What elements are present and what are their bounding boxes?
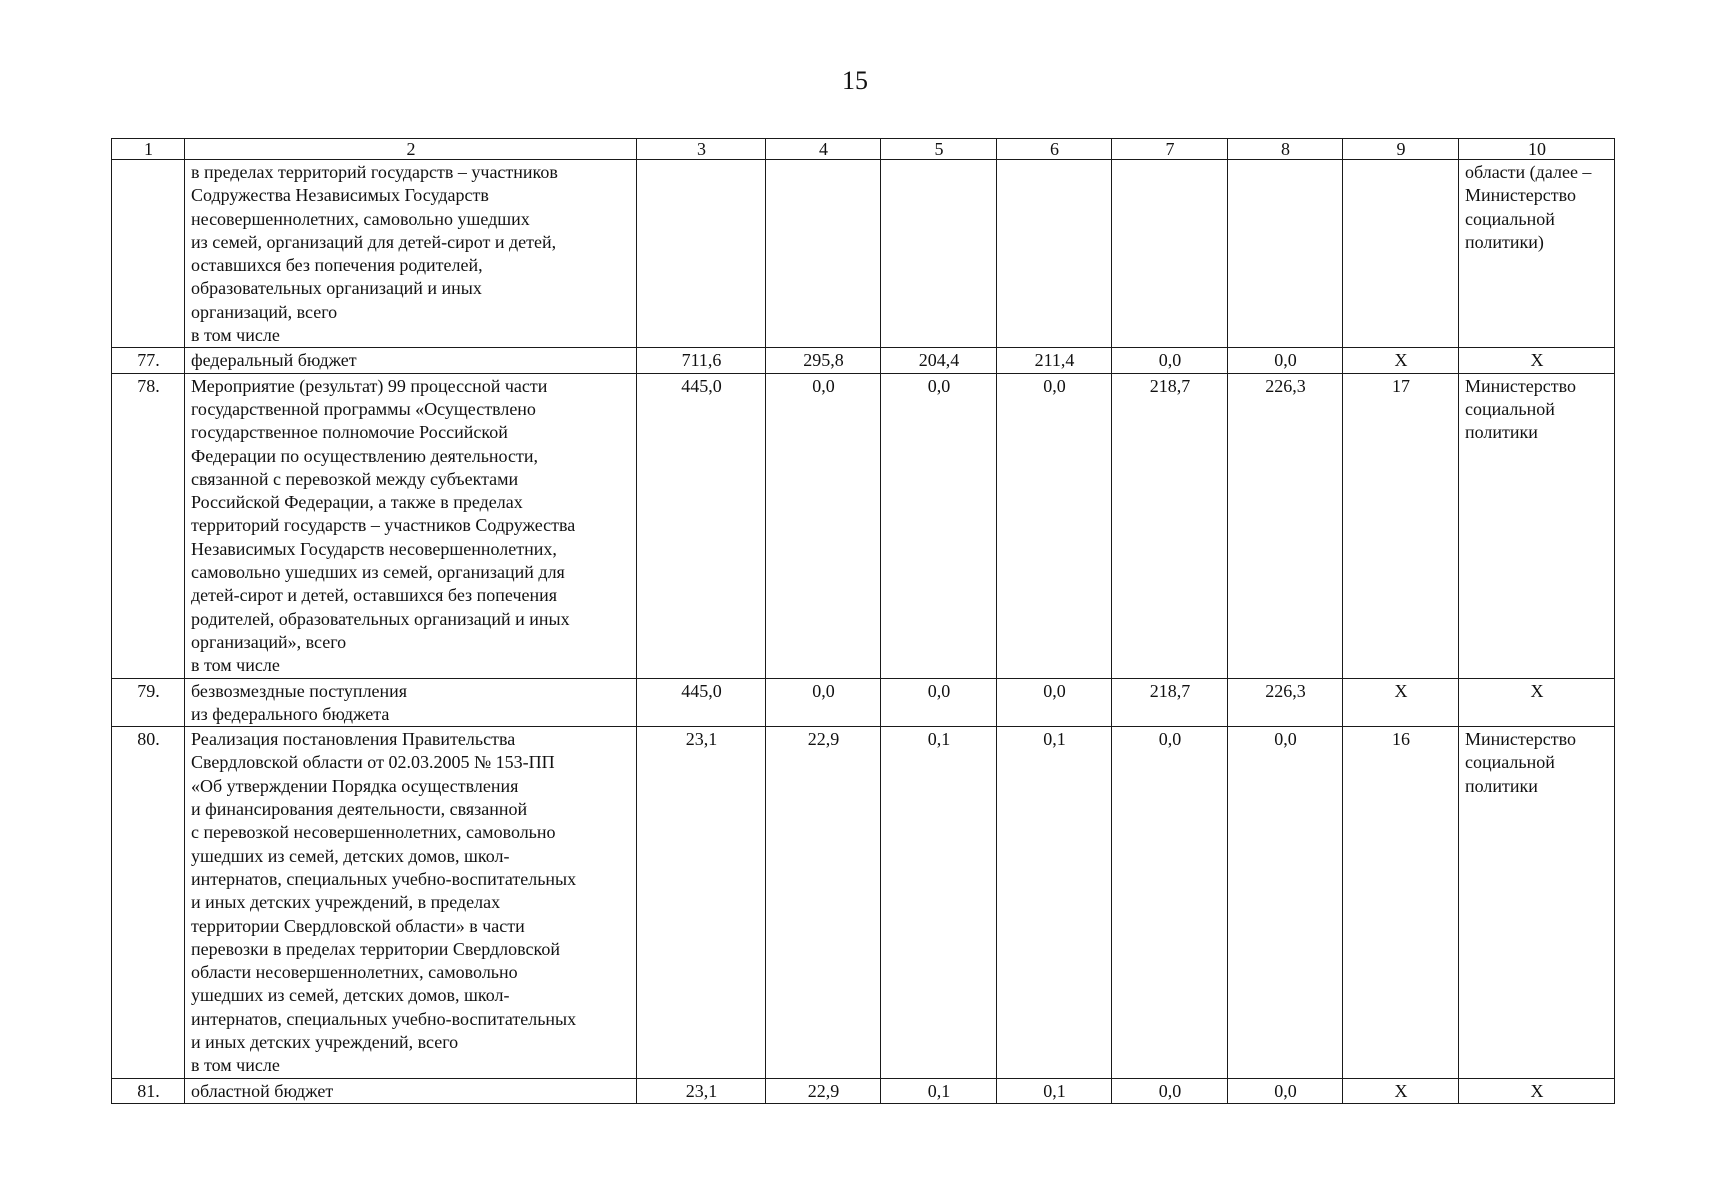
value-cell: 0,1 [997,1078,1112,1103]
value-cell: 0,1 [881,1078,997,1103]
value-cell: 0,0 [881,678,997,727]
value-cell: 0,1 [997,727,1112,1078]
column-header: 6 [997,139,1112,160]
value-cell: 16 [1343,727,1459,1078]
value-cell: Х [1343,1078,1459,1103]
row-description: Мероприятие (результат) 99 процессной части государственной программы «Осуществлено государственное полномочие Российской Федерации по осуществлению деятельности, связанной с перевозкой между субъектами Российской Федерации, а также в пределах территорий государств – участников Содружества Независимых Государств несовершеннолетних, самовольно ушедших из семей, организаций для детей-сирот и детей, оставшихся без попечения родителей, образовательных организаций и иных организаций», всего в том числе [185,373,637,678]
value-cell: 23,1 [637,1078,766,1103]
column-header: 9 [1343,139,1459,160]
value-cell: 204,4 [881,348,997,373]
row-description: в пределах территорий государств – участников Содружества Независимых Государств несовершеннолетних, самовольно ушедших из семей, организаций для детей-сирот и детей, оставшихся без попечения родителей, образовательных организаций и иных организаций, всего в том числе [185,160,637,348]
row-description: федеральный бюджет [185,348,637,373]
value-cell: 0,0 [1228,348,1343,373]
column-number-header-row [112,139,1615,160]
row-number [112,160,185,348]
value-cell: 0,1 [881,727,997,1078]
value-cell [637,160,766,348]
value-cell [1228,160,1343,348]
value-cell: 445,0 [637,373,766,678]
value-cell: 17 [1343,373,1459,678]
value-cell: 22,9 [766,1078,881,1103]
value-cell [766,160,881,348]
value-cell: 22,9 [766,727,881,1078]
value-cell: 226,3 [1228,373,1343,678]
value-cell [1343,160,1459,348]
value-cell [1112,160,1228,348]
column-header: 7 [1112,139,1228,160]
row-number: 81. [112,1078,185,1103]
responsible-cell: Министерство социальной политики [1459,373,1615,678]
column-header: 3 [637,139,766,160]
column-header: 2 [185,139,637,160]
value-cell: 0,0 [766,373,881,678]
value-cell: Х [1343,678,1459,727]
row-number: 80. [112,727,185,1078]
page-number: 15 [842,66,868,95]
table-row [112,727,1615,1078]
table-row [112,373,1615,678]
row-description: областной бюджет [185,1078,637,1103]
row-number: 78. [112,373,185,678]
responsible-cell: Министерство социальной политики [1459,727,1615,1078]
table-row [112,678,1615,727]
column-header: 1 [112,139,185,160]
column-header: 10 [1459,139,1615,160]
row-description: Реализация постановления Правительства Свердловской области от 02.03.2005 № 153-ПП «Об утверждении Порядка осуществления и финансирования деятельности, связанной с перевозкой несовершеннолетних, самовольно ушедших из семей, детских домов, школ- интернатов, специальных учебно-воспитательных и иных детских учреждений, в пределах территории Свердловской области» в части перевозки в пределах территории Свердловской области несовершеннолетних, самовольно ушедших из семей, детских домов, школ- интернатов, специальных учебно-воспитательных и иных детских учреждений, всего в том числе [185,727,637,1078]
responsible-cell: Х [1459,348,1615,373]
value-cell: 0,0 [997,678,1112,727]
value-cell [881,160,997,348]
value-cell: 445,0 [637,678,766,727]
value-cell: 0,0 [1112,727,1228,1078]
row-description: безвозмездные поступления из федерального бюджета [185,678,637,727]
column-header: 8 [1228,139,1343,160]
table-row [112,348,1615,373]
value-cell: 0,0 [997,373,1112,678]
value-cell: 0,0 [1112,348,1228,373]
table-row [112,1078,1615,1103]
value-cell: 218,7 [1112,373,1228,678]
column-header: 5 [881,139,997,160]
responsible-cell: Х [1459,1078,1615,1103]
value-cell: 0,0 [1112,1078,1228,1103]
row-number: 79. [112,678,185,727]
row-number: 77. [112,348,185,373]
value-cell: 0,0 [766,678,881,727]
responsible-cell: Х [1459,678,1615,727]
value-cell: 711,6 [637,348,766,373]
value-cell: 218,7 [1112,678,1228,727]
value-cell: 295,8 [766,348,881,373]
value-cell: 0,0 [1228,727,1343,1078]
value-cell: 0,0 [881,373,997,678]
column-header: 4 [766,139,881,160]
responsible-cell: области (далее – Министерство социальной политики) [1459,160,1615,348]
value-cell: 0,0 [1228,1078,1343,1103]
value-cell: 23,1 [637,727,766,1078]
value-cell: 226,3 [1228,678,1343,727]
value-cell [997,160,1112,348]
budget-table [111,138,1615,1104]
table-row [112,160,1615,348]
value-cell: 211,4 [997,348,1112,373]
value-cell: Х [1343,348,1459,373]
